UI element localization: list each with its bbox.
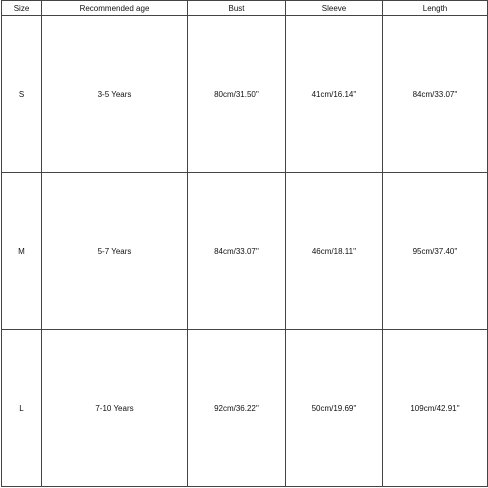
cell-sleeve: 50cm/19.69'' [286, 330, 383, 487]
cell-size: L [2, 330, 42, 487]
cell-sleeve: 46cm/18.11'' [286, 173, 383, 330]
table-row [2, 173, 488, 330]
table-header [2, 1, 488, 16]
cell-length: 109cm/42.91'' [383, 330, 488, 487]
table-row [2, 16, 488, 173]
table-body [2, 16, 488, 487]
cell-recommended-age: 7-10 Years [42, 330, 188, 487]
cell-recommended-age: 3-5 Years [42, 16, 188, 173]
header-recommended-age: Recommended age [42, 1, 188, 16]
cell-bust: 80cm/31.50'' [188, 16, 286, 173]
cell-bust: 84cm/33.07'' [188, 173, 286, 330]
cell-sleeve: 41cm/16.14'' [286, 16, 383, 173]
header-row [2, 1, 488, 16]
size-chart-table [1, 0, 488, 487]
cell-size: S [2, 16, 42, 173]
header-bust: Bust [188, 1, 286, 16]
cell-bust: 92cm/36.22'' [188, 330, 286, 487]
cell-recommended-age: 5-7 Years [42, 173, 188, 330]
cell-length: 84cm/33.07'' [383, 16, 488, 173]
cell-size: M [2, 173, 42, 330]
table-row [2, 330, 488, 487]
header-sleeve: Sleeve [286, 1, 383, 16]
header-length: Length [383, 1, 488, 16]
cell-length: 95cm/37.40'' [383, 173, 488, 330]
header-size: Size [2, 1, 42, 16]
